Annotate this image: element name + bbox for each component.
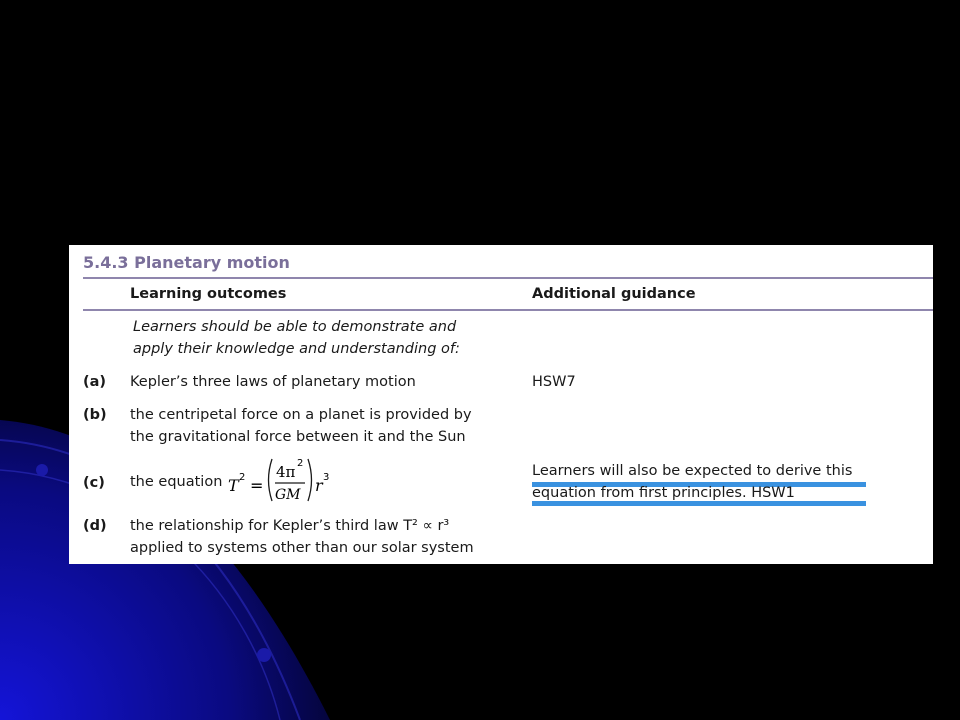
decorative-dot: [36, 464, 48, 476]
row-c-text: the equation: [130, 474, 223, 490]
eq-rhs: r: [315, 476, 323, 495]
equation-formula: [226, 453, 336, 507]
row-b-text-line-1: the centripetal force on a planet is provided by: [130, 407, 472, 423]
row-d-text-line-1: the relationship for Kepler’s third law T² ∝ r³: [130, 518, 450, 534]
row-b-text-line-2: the gravitational force between it and the Sun: [130, 429, 466, 445]
intro-line-1: Learners should be able to demonstrate and: [133, 319, 457, 335]
row-c-guidance-line-2: equation from first principles. HSW1: [532, 485, 795, 501]
spec-document: [69, 245, 933, 564]
eq-rhs-exp: 3: [323, 472, 330, 483]
eq-denominator: GM: [275, 487, 301, 503]
highlight-underline-2: [532, 501, 866, 506]
intro-line-2: apply their knowledge and understanding of:: [133, 341, 460, 357]
row-label-a: (a): [83, 374, 107, 390]
eq-num-exp: 2: [297, 458, 304, 469]
eq-lhs: T: [228, 476, 239, 495]
eq-numerator: 4π: [276, 463, 296, 481]
row-a-guidance: HSW7: [532, 374, 576, 390]
header-divider: [83, 309, 933, 311]
header-learning-outcomes: Learning outcomes: [130, 286, 287, 302]
decorative-dot: [257, 648, 271, 662]
eq-lhs-exp: 2: [239, 472, 246, 483]
row-label-c: (c): [83, 475, 105, 491]
row-c-guidance-line-1: Learners will also be expected to derive this: [532, 463, 853, 479]
section-title: 5.4.3 Planetary motion: [83, 253, 290, 272]
row-d-text-line-2: applied to systems other than our solar system: [130, 540, 474, 556]
row-label-d: (d): [83, 518, 107, 534]
row-a-text: Kepler’s three laws of planetary motion: [130, 374, 416, 390]
eq-equals: =: [250, 476, 264, 495]
title-divider: [83, 277, 933, 279]
row-label-b: (b): [83, 407, 107, 423]
header-additional-guidance: Additional guidance: [532, 286, 696, 302]
